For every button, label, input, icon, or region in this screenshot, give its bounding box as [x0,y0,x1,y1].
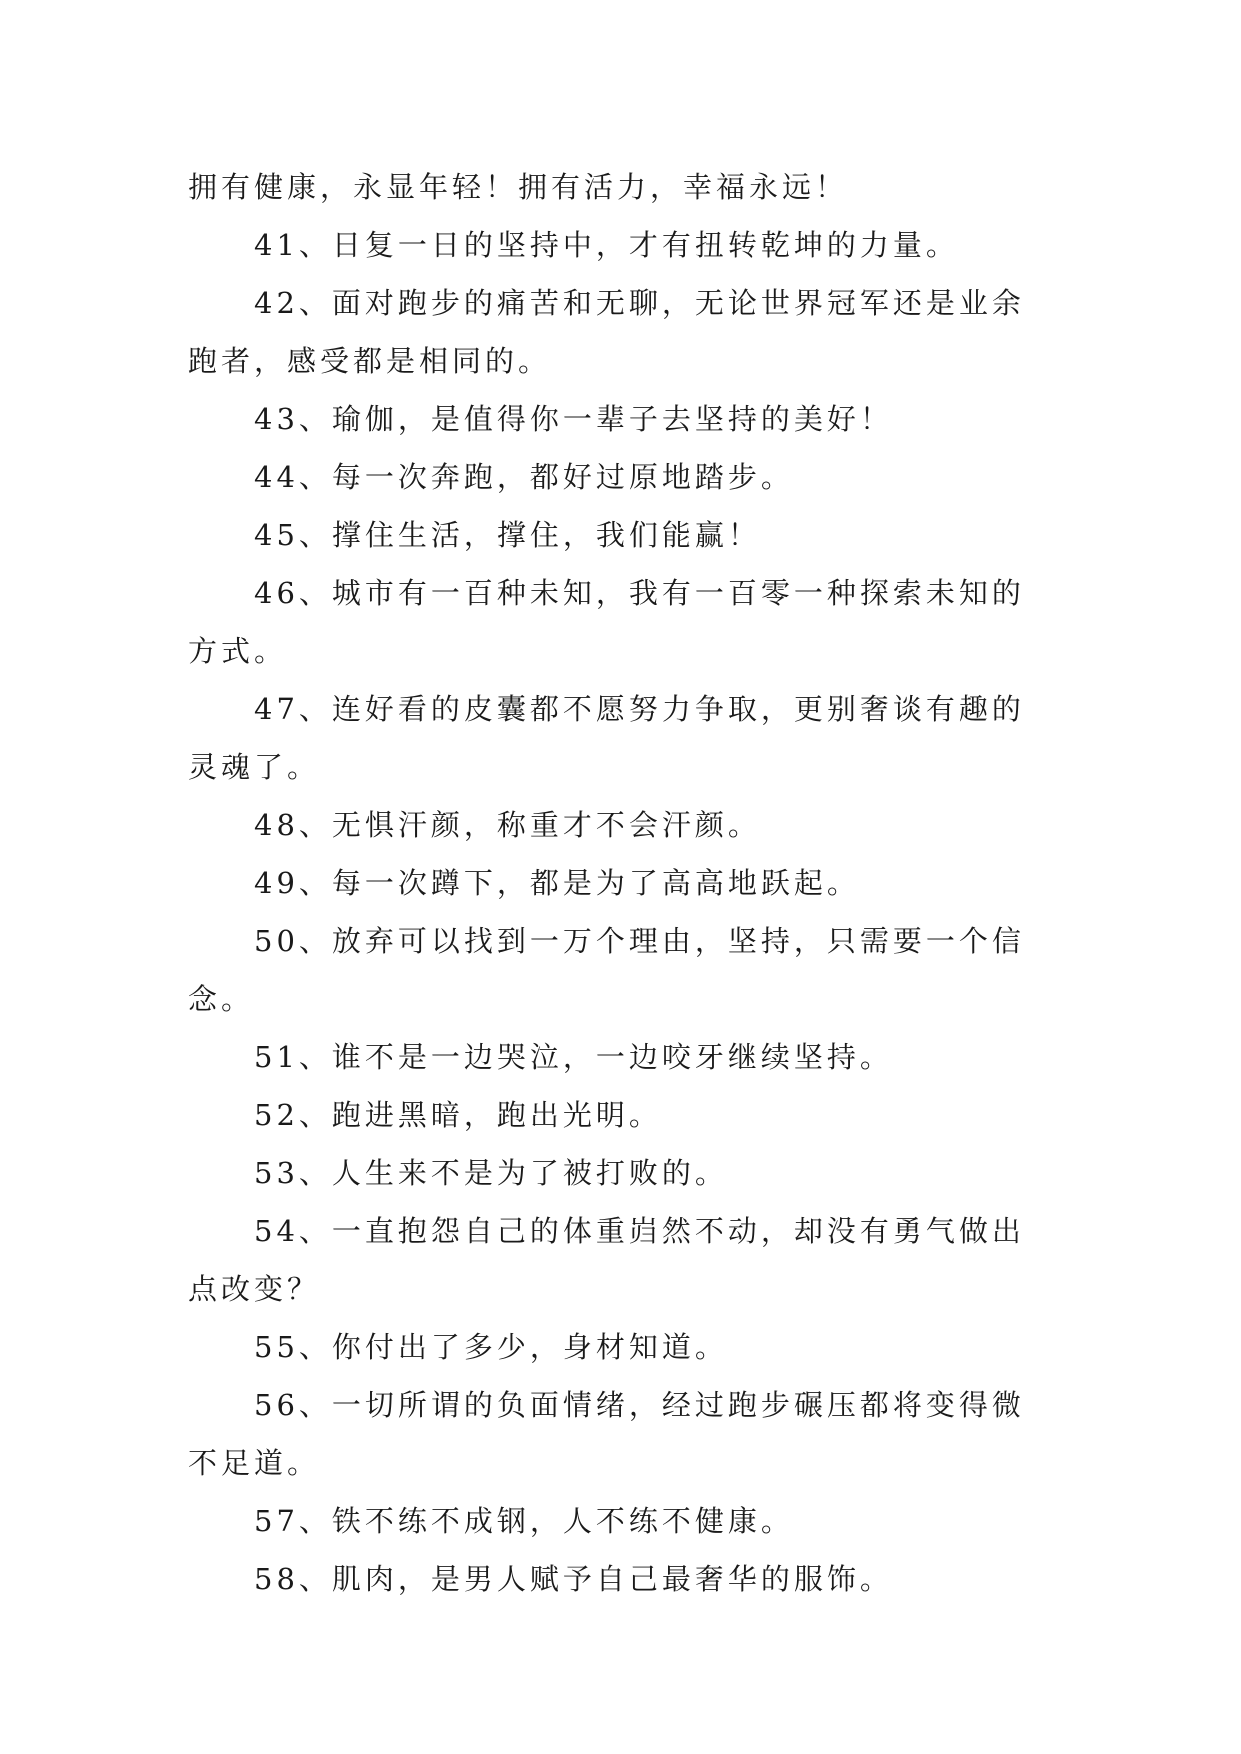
paragraph-52: 52、跑进黑暗，跑出光明。 [254,1098,662,1132]
paragraph-47: 47、连好看的皮囊都不愿努力争取，更别奢谈有趣的灵魂了。 [188,692,1025,784]
paragraph-51: 51、谁不是一边哭泣，一边咬牙继续坚持。 [254,1040,893,1074]
paragraph-56: 56、一切所谓的负面情绪，经过跑步碾压都将变得微不足道。 [188,1388,1025,1480]
document-body [188,158,1056,1608]
paragraph-41: 41、日复一日的坚持中，才有扭转乾坤的力量。 [254,228,959,262]
paragraph-46: 46、城市有一百种未知，我有一百零一种探索未知的方式。 [188,576,1025,668]
paragraph-53: 53、人生来不是为了被打败的。 [254,1156,728,1190]
paragraph-43: 43、瑜伽，是值得你一辈子去坚持的美好！ [254,402,893,436]
paragraph-57: 57、铁不练不成钢，人不练不健康。 [254,1504,794,1538]
paragraph-45: 45、撑住生活，撑住，我们能赢！ [254,518,761,552]
paragraph-49: 49、每一次蹲下，都是为了高高地跃起。 [254,866,860,900]
paragraph-55: 55、你付出了多少，身材知道。 [254,1330,728,1364]
paragraph-48: 48、无惧汗颜，称重才不会汗颜。 [254,808,761,842]
paragraph-continuation: 拥有健康，永显年轻！拥有活力，幸福永远！ [188,170,849,204]
paragraph-50: 50、放弃可以找到一万个理由，坚持，只需要一个信念。 [188,924,1025,1016]
paragraph-44: 44、每一次奔跑，都好过原地踏步。 [254,460,794,494]
paragraph-54: 54、一直抱怨自己的体重岿然不动，却没有勇气做出点改变？ [188,1214,1025,1306]
paragraph-42: 42、面对跑步的痛苦和无聊，无论世界冠军还是业余跑者，感受都是相同的。 [188,286,1025,378]
paragraph-58: 58、肌肉，是男人赋予自己最奢华的服饰。 [254,1562,893,1596]
